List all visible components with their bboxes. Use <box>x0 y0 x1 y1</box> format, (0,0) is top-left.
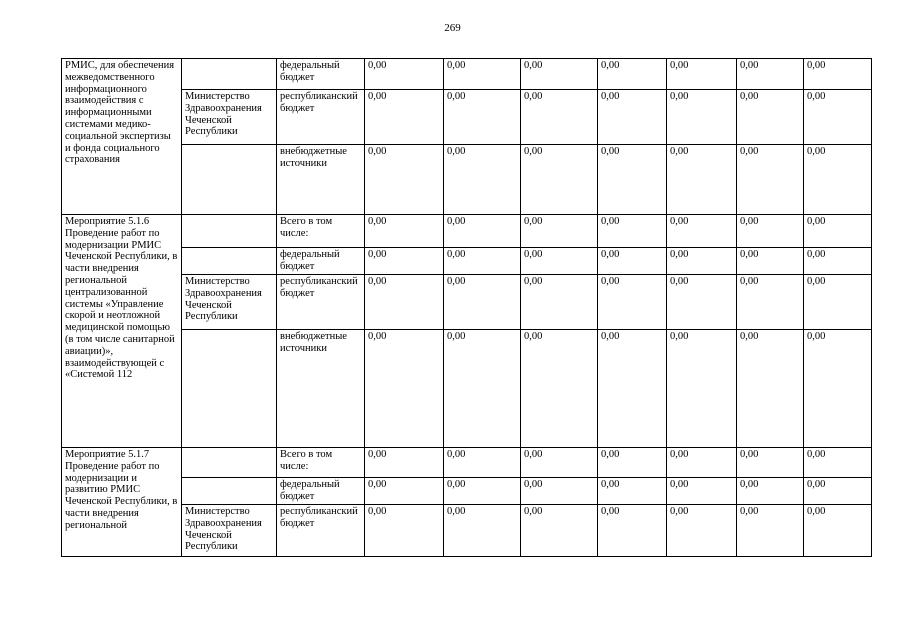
amount-cell: 0,00 <box>598 330 667 448</box>
amount-cell: 0,00 <box>365 275 444 330</box>
amount-cell: 0,00 <box>598 215 667 248</box>
responsible-org-cell <box>182 59 277 90</box>
amount-cell: 0,00 <box>667 215 737 248</box>
amount-cell: 0,00 <box>804 505 872 557</box>
amount-cell: 0,00 <box>521 275 598 330</box>
amount-cell: 0,00 <box>598 90 667 145</box>
amount-cell: 0,00 <box>598 145 667 215</box>
table-row <box>62 275 872 330</box>
amount-cell: 0,00 <box>667 330 737 448</box>
amount-cell: 0,00 <box>737 505 804 557</box>
amount-cell: 0,00 <box>667 90 737 145</box>
amount-cell: 0,00 <box>365 330 444 448</box>
amount-cell: 0,00 <box>444 248 521 275</box>
budget-table <box>61 58 872 557</box>
amount-cell: 0,00 <box>365 448 444 478</box>
amount-cell: 0,00 <box>667 505 737 557</box>
amount-cell: 0,00 <box>365 215 444 248</box>
budget-table-body <box>62 59 872 557</box>
amount-cell: 0,00 <box>444 448 521 478</box>
table-row <box>62 448 872 478</box>
amount-cell: 0,00 <box>521 215 598 248</box>
table-row <box>62 478 872 505</box>
table-row <box>62 505 872 557</box>
funding-source-cell: Всего в том числе: <box>277 215 365 248</box>
amount-cell: 0,00 <box>667 145 737 215</box>
funding-source-cell: федеральный бюджет <box>277 478 365 505</box>
amount-cell: 0,00 <box>737 448 804 478</box>
amount-cell: 0,00 <box>365 248 444 275</box>
amount-cell: 0,00 <box>444 90 521 145</box>
funding-source-cell: федеральный бюджет <box>277 248 365 275</box>
responsible-org-cell: Министерство Здравоохранения Чеченской Республики <box>182 505 277 557</box>
responsible-org-cell <box>182 248 277 275</box>
amount-cell: 0,00 <box>598 59 667 90</box>
funding-source-cell: внебюджетные источники <box>277 330 365 448</box>
amount-cell: 0,00 <box>444 275 521 330</box>
responsible-org-cell <box>182 215 277 248</box>
amount-cell: 0,00 <box>737 215 804 248</box>
responsible-org-cell: Министерство Здравоохранения Чеченской Республики <box>182 90 277 145</box>
responsible-org-cell: Министерство Здравоохранения Чеченской Республики <box>182 275 277 330</box>
responsible-org-cell <box>182 448 277 478</box>
amount-cell: 0,00 <box>804 448 872 478</box>
amount-cell: 0,00 <box>365 90 444 145</box>
amount-cell: 0,00 <box>804 215 872 248</box>
table-row <box>62 248 872 275</box>
funding-source-cell: республиканский бюджет <box>277 90 365 145</box>
responsible-org-cell <box>182 330 277 448</box>
amount-cell: 0,00 <box>667 448 737 478</box>
amount-cell: 0,00 <box>737 478 804 505</box>
amount-cell: 0,00 <box>598 478 667 505</box>
amount-cell: 0,00 <box>667 248 737 275</box>
amount-cell: 0,00 <box>521 90 598 145</box>
table-row <box>62 59 872 90</box>
amount-cell: 0,00 <box>598 248 667 275</box>
amount-cell: 0,00 <box>444 478 521 505</box>
amount-cell: 0,00 <box>521 145 598 215</box>
responsible-org-cell <box>182 145 277 215</box>
amount-cell: 0,00 <box>598 448 667 478</box>
amount-cell: 0,00 <box>444 145 521 215</box>
amount-cell: 0,00 <box>737 275 804 330</box>
table-row <box>62 215 872 248</box>
amount-cell: 0,00 <box>521 478 598 505</box>
amount-cell: 0,00 <box>365 478 444 505</box>
amount-cell: 0,00 <box>444 330 521 448</box>
amount-cell: 0,00 <box>804 90 872 145</box>
amount-cell: 0,00 <box>737 90 804 145</box>
amount-cell: 0,00 <box>737 248 804 275</box>
amount-cell: 0,00 <box>598 275 667 330</box>
amount-cell: 0,00 <box>804 248 872 275</box>
page-number: 269 <box>444 22 461 34</box>
amount-cell: 0,00 <box>521 448 598 478</box>
amount-cell: 0,00 <box>444 215 521 248</box>
amount-cell: 0,00 <box>667 478 737 505</box>
table-row <box>62 330 872 448</box>
amount-cell: 0,00 <box>598 505 667 557</box>
amount-cell: 0,00 <box>804 275 872 330</box>
amount-cell: 0,00 <box>365 59 444 90</box>
event-description-cell: Мероприятие 5.1.7 Проведение работ по модернизации и развитию РМИС Чеченской Республики, в части внедрения региональной <box>62 448 182 557</box>
amount-cell: 0,00 <box>444 505 521 557</box>
amount-cell: 0,00 <box>804 330 872 448</box>
amount-cell: 0,00 <box>804 145 872 215</box>
amount-cell: 0,00 <box>521 59 598 90</box>
amount-cell: 0,00 <box>737 59 804 90</box>
funding-source-cell: республиканский бюджет <box>277 275 365 330</box>
amount-cell: 0,00 <box>804 59 872 90</box>
amount-cell: 0,00 <box>667 275 737 330</box>
table-row <box>62 90 872 145</box>
funding-source-cell: внебюджетные источники <box>277 145 365 215</box>
event-description-cell: РМИС, для обеспечения межведомственного информационного взаимодействия с информационными системами медико-социальной экспертизы и фонда социального страхования <box>62 59 182 215</box>
funding-source-cell: республиканский бюджет <box>277 505 365 557</box>
amount-cell: 0,00 <box>521 248 598 275</box>
funding-source-cell: Всего в том числе: <box>277 448 365 478</box>
funding-source-cell: федеральный бюджет <box>277 59 365 90</box>
amount-cell: 0,00 <box>737 330 804 448</box>
amount-cell: 0,00 <box>521 505 598 557</box>
responsible-org-cell <box>182 478 277 505</box>
amount-cell: 0,00 <box>521 330 598 448</box>
amount-cell: 0,00 <box>365 145 444 215</box>
amount-cell: 0,00 <box>444 59 521 90</box>
amount-cell: 0,00 <box>667 59 737 90</box>
table-row <box>62 145 872 215</box>
amount-cell: 0,00 <box>737 145 804 215</box>
amount-cell: 0,00 <box>804 478 872 505</box>
amount-cell: 0,00 <box>365 505 444 557</box>
event-description-cell: Мероприятие 5.1.6 Проведение работ по модернизации РМИС Чеченской Республики, в части внедрения региональной централизованной системы «Управление скорой и неотложной медицинской помощью (в том числе санитарной авиации)», взаимодействующей с «Системой 112 <box>62 215 182 448</box>
